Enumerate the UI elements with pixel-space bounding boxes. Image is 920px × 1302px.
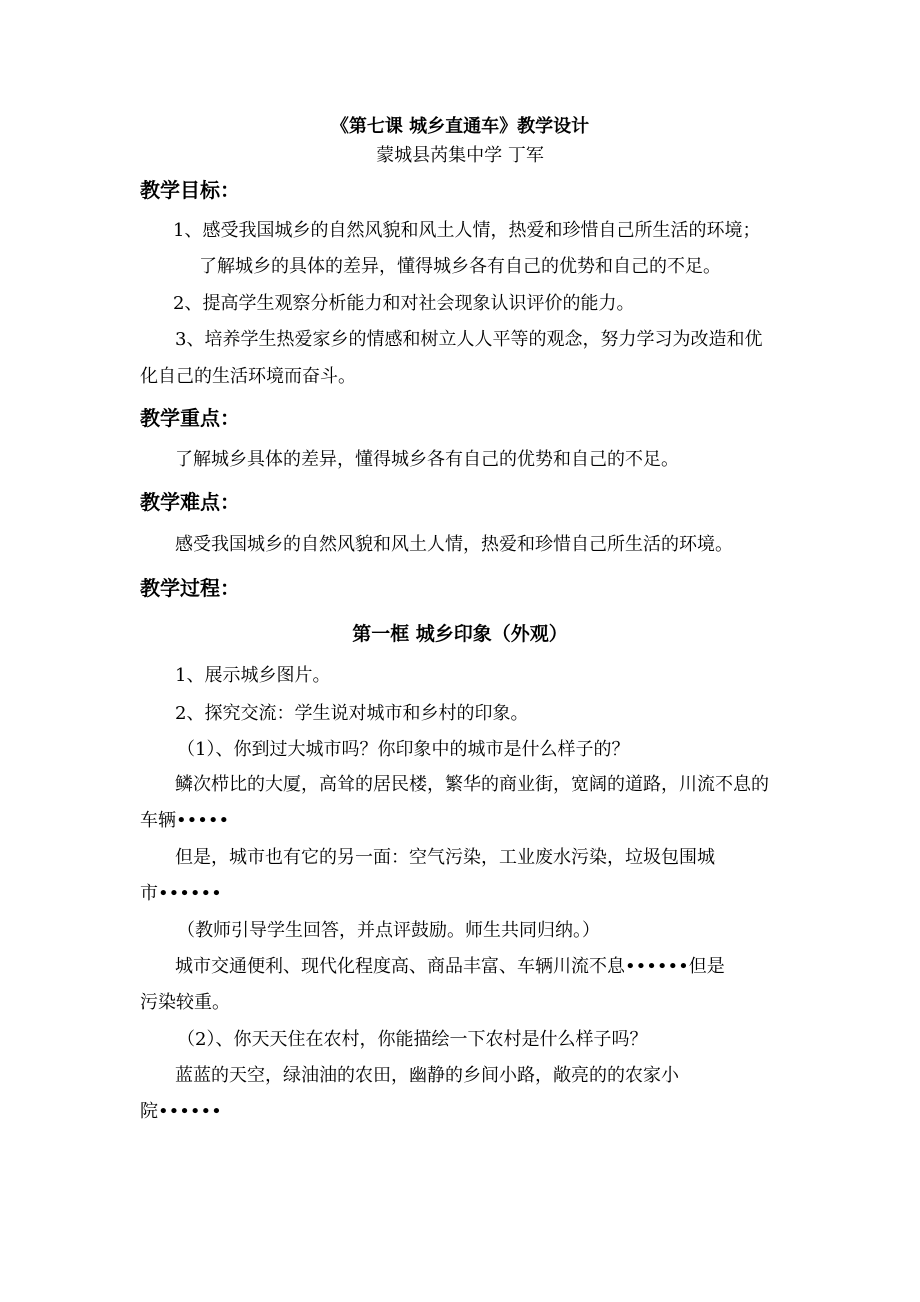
answer-2: 但是，城市也有它的另一面：空气污染，工业废水污染，垃圾包围城 <box>175 847 715 868</box>
key-points-heading: 教学重点： <box>140 406 240 430</box>
question-2: （2）、你天天住在农村，你能描绘一下农村是什么样子吗？ <box>177 1029 648 1050</box>
answer-3: 蓝蓝的天空，绿油油的农田，幽静的乡间小路，敞亮的的农家小 <box>175 1065 679 1086</box>
process-step-2: 2、探究交流：学生说对城市和乡村的印象。 <box>175 703 529 724</box>
city-summary: 城市交通便利、现代化程度高、商品丰富、车辆川流不息••••••但是 <box>175 956 725 977</box>
process-heading: 教学过程： <box>140 576 240 600</box>
key-points-text: 了解城乡具体的差异，懂得城乡各有自己的优势和自己的不足。 <box>175 449 679 470</box>
answer-1: 鳞次栉比的大厦，高耸的居民楼，繁华的商业街，宽阔的道路，川流不息的 <box>175 774 769 795</box>
section-1-title: 第一框 城乡印象（外观） <box>352 623 568 645</box>
answer-3-continued: 院•••••• <box>140 1101 222 1122</box>
difficulties-heading: 教学难点： <box>140 490 240 514</box>
document-title: 《第七课 城乡直通车》教学设计 <box>330 116 590 137</box>
answer-2-continued: 市•••••• <box>140 883 222 904</box>
process-step-1: 1、展示城乡图片。 <box>175 665 331 686</box>
difficulties-text: 感受我国城乡的自然风貌和风土人情，热爱和珍惜自己所生活的环境。 <box>175 534 733 555</box>
goal-item-1: 1、感受我国城乡的自然风貌和风土人情，热爱和珍惜自己所生活的环境； <box>173 220 761 241</box>
question-1: （1）、你到过大城市吗？你印象中的城市是什么样子的？ <box>177 739 630 760</box>
teacher-note: （教师引导学生回答，并点评鼓励。师生共同归纳。） <box>177 920 600 941</box>
document-author: 蒙城县芮集中学 丁军 <box>376 145 544 166</box>
city-summary-continued: 污染较重。 <box>140 992 230 1013</box>
goal-item-1-continued: 了解城乡的具体的差异，懂得城乡各有自己的优势和自己的不足。 <box>199 256 721 277</box>
goal-item-3-continued: 化自己的生活环境而奋斗。 <box>140 366 356 387</box>
goal-item-2: 2、提高学生观察分析能力和对社会现象认识评价的能力。 <box>173 293 635 314</box>
goal-item-3: 3、培养学生热爱家乡的情感和树立人人平等的观念，努力学习为改造和优 <box>175 329 763 350</box>
answer-1-continued: 车辆••••• <box>140 810 230 831</box>
goals-heading: 教学目标： <box>140 178 240 202</box>
